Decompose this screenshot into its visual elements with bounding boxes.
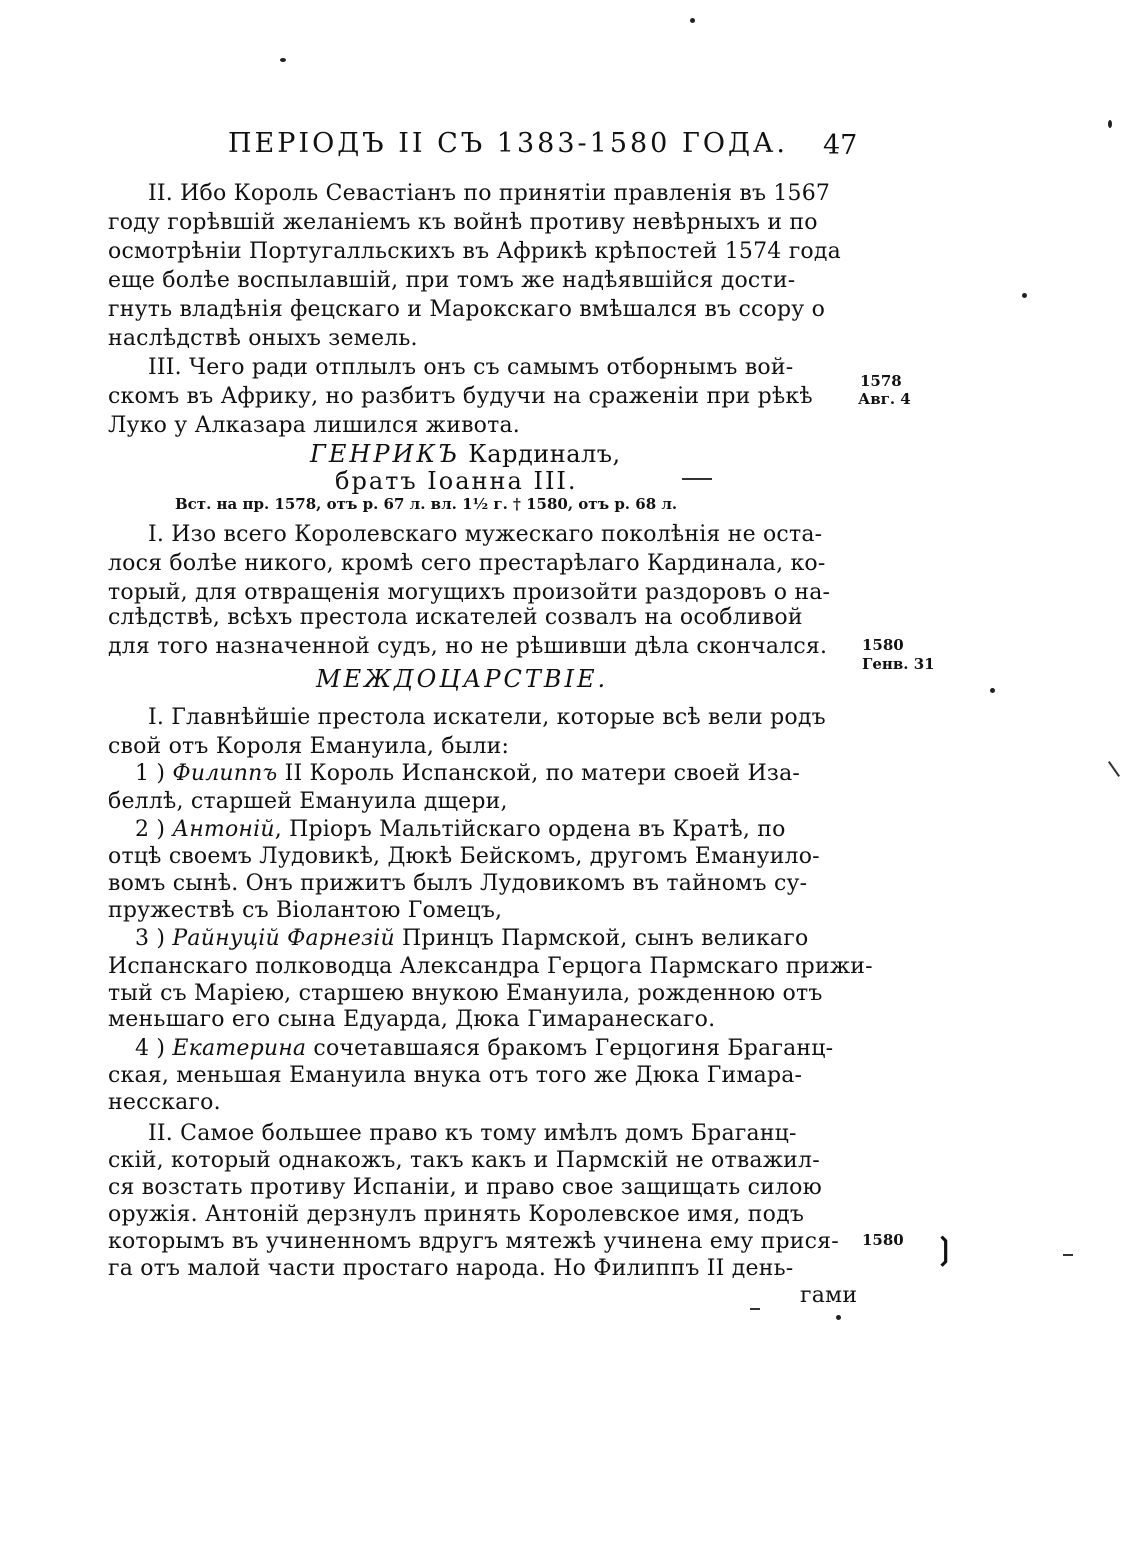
scan-speck	[836, 1315, 841, 1320]
item-number: 3 )	[135, 926, 173, 951]
scan-speck	[1022, 293, 1027, 298]
item-text: сочетавшаяся бракомъ Герцогиня Браганц-	[306, 1036, 834, 1061]
heading-name: ГЕНРИКЪ	[310, 440, 461, 468]
running-header: ПЕРІОДЪ II СЪ 1383-1580 ГОДА.	[228, 128, 788, 159]
ink-mark	[1108, 761, 1120, 777]
text-line: гнуть владѣнія фецскаго и Марокскаго вмѣшался въ ссору о	[108, 297, 826, 322]
text-line: ская, меньшая Емануила внука отъ того же Дюка Гимара-	[108, 1063, 803, 1088]
item-number: 1 )	[135, 761, 173, 786]
text-line: свой отъ Короля Емануила, были:	[108, 734, 510, 759]
text-line: II. Самое большее право къ тому имѣлъ домъ Браганц-	[148, 1121, 797, 1146]
text-line: ся возстать противу Испаніи, и право свое защищать силою	[108, 1175, 822, 1200]
text-line: несскаго.	[108, 1090, 221, 1115]
list-item-4	[135, 1035, 833, 1063]
margin-note-date: Генв. 31	[862, 655, 935, 673]
item-text: , Пріоръ Мальтійскаго ордена въ Кратѣ, по	[274, 817, 786, 842]
section-subheading: братъ Іоанна III.	[335, 467, 578, 495]
text-line: году горѣвшій желаніемъ къ войнѣ противу невѣрныхъ и по	[108, 210, 818, 235]
text-line: I. Главнѣйшіе престола искатели, которые всѣ вели родъ	[148, 705, 826, 730]
text-line: II. Ибо Король Севастіанъ по принятіи правленія въ 1567	[148, 181, 831, 206]
claimant-name: Филиппъ	[172, 761, 278, 786]
text-line: оружія. Антоній дерзнулъ принять Королевское имя, подъ	[108, 1202, 805, 1227]
margin-note-date: Авг. 4	[858, 390, 911, 408]
text-line: I. Изо всего Королевскаго мужескаго поколѣнія не оста-	[148, 522, 823, 547]
text-line: лося болѣе никого, кромѣ сего престарѣлаго Кардинала, ко-	[108, 551, 826, 576]
text-line: пружествѣ съ Віолантою Гомецъ,	[108, 898, 503, 923]
scan-speck	[280, 58, 286, 62]
scan-speck	[690, 18, 695, 23]
list-item-3	[135, 925, 808, 953]
item-number: 2 )	[135, 817, 173, 842]
text-line: вомъ сынѣ. Онъ прижитъ былъ Лудовикомъ въ тайномъ су-	[108, 871, 808, 896]
section-heading-henrik	[310, 440, 621, 468]
catchword: гами	[800, 1283, 858, 1308]
ink-mark	[750, 1308, 760, 1310]
ink-mark	[682, 478, 712, 480]
text-line: Луко у Алказара лишился живота.	[108, 413, 520, 438]
list-item-2	[135, 816, 786, 844]
text-line: для того назначенной судъ, но не рѣшивши дѣла скончался.	[108, 634, 828, 659]
text-line: Испанскаго полководца Александра Герцога Пармскаго прижи-	[108, 954, 873, 979]
text-line: га отъ малой части простаго народа. Но Филиппъ II день-	[108, 1256, 794, 1281]
list-item-1	[135, 760, 800, 788]
section-heading-interregnum: МЕЖДОЦАРСТВІЕ.	[316, 665, 609, 693]
text-line: III. Чего ради отплылъ онъ съ самымъ отборнымъ вой-	[148, 355, 794, 380]
heading-title: Кардиналъ,	[460, 440, 621, 468]
text-line: которымъ въ учиненномъ вдругъ мятежѣ учинена ему прися-	[108, 1229, 839, 1254]
claimant-name: Екатерина	[172, 1036, 307, 1061]
text-line: меньшаго его сына Едуарда, Дюка Гимаранескаго.	[108, 1007, 716, 1032]
text-line: торый, для отвращенія могущихъ произойти раздоровъ о на-	[108, 580, 831, 605]
text-line: скій, который однакожъ, такъ какъ и Пармскій не отважил-	[108, 1148, 820, 1173]
text-line: беллѣ, старшей Емануила дщери,	[108, 789, 508, 814]
margin-note-year: 1580	[862, 636, 904, 654]
ink-mark	[1063, 1254, 1073, 1256]
text-line: тый съ Маріею, старшею внукою Емануила, рожденною отъ	[108, 981, 823, 1006]
claimant-name: Антоній	[172, 817, 275, 842]
text-line: слѣдствѣ, всѣхъ престола искателей созвалъ на особливой	[108, 605, 803, 630]
text-line: еще болѣе воспылавшій, при томъ же надѣявшійся дости-	[108, 268, 796, 293]
item-text: II Король Испанской, по матери своей Иза-	[277, 761, 801, 786]
item-text: Принцъ Пармской, сынъ великаго	[394, 926, 809, 951]
margin-note-year: 1580	[862, 1231, 904, 1249]
page-number: 47	[823, 130, 858, 161]
scan-speck	[1108, 120, 1112, 128]
claimant-name: Райнуцій Фарнезій	[172, 926, 395, 951]
margin-note-year: 1578	[860, 372, 902, 390]
text-line: наслѣдствѣ оныхъ земель.	[108, 326, 418, 351]
text-line: отцѣ своемъ Лудовикѣ, Дюкѣ Бейскомъ, другомъ Емануило-	[108, 844, 820, 869]
text-line: осмотрѣніи Португалльскихъ въ Африкѣ крѣпостей 1574 года	[108, 239, 841, 264]
ink-swash: ❳	[932, 1232, 958, 1267]
item-number: 4 )	[135, 1036, 173, 1061]
reign-dates: Вст. на пр. 1578, отъ р. 67 л. вл. 1½ г. † 1580, отъ р. 68 л.	[175, 495, 678, 513]
scan-speck	[990, 688, 995, 693]
text-line: скомъ въ Африку, но разбитъ будучи на сраженіи при рѣкѣ	[108, 384, 813, 409]
